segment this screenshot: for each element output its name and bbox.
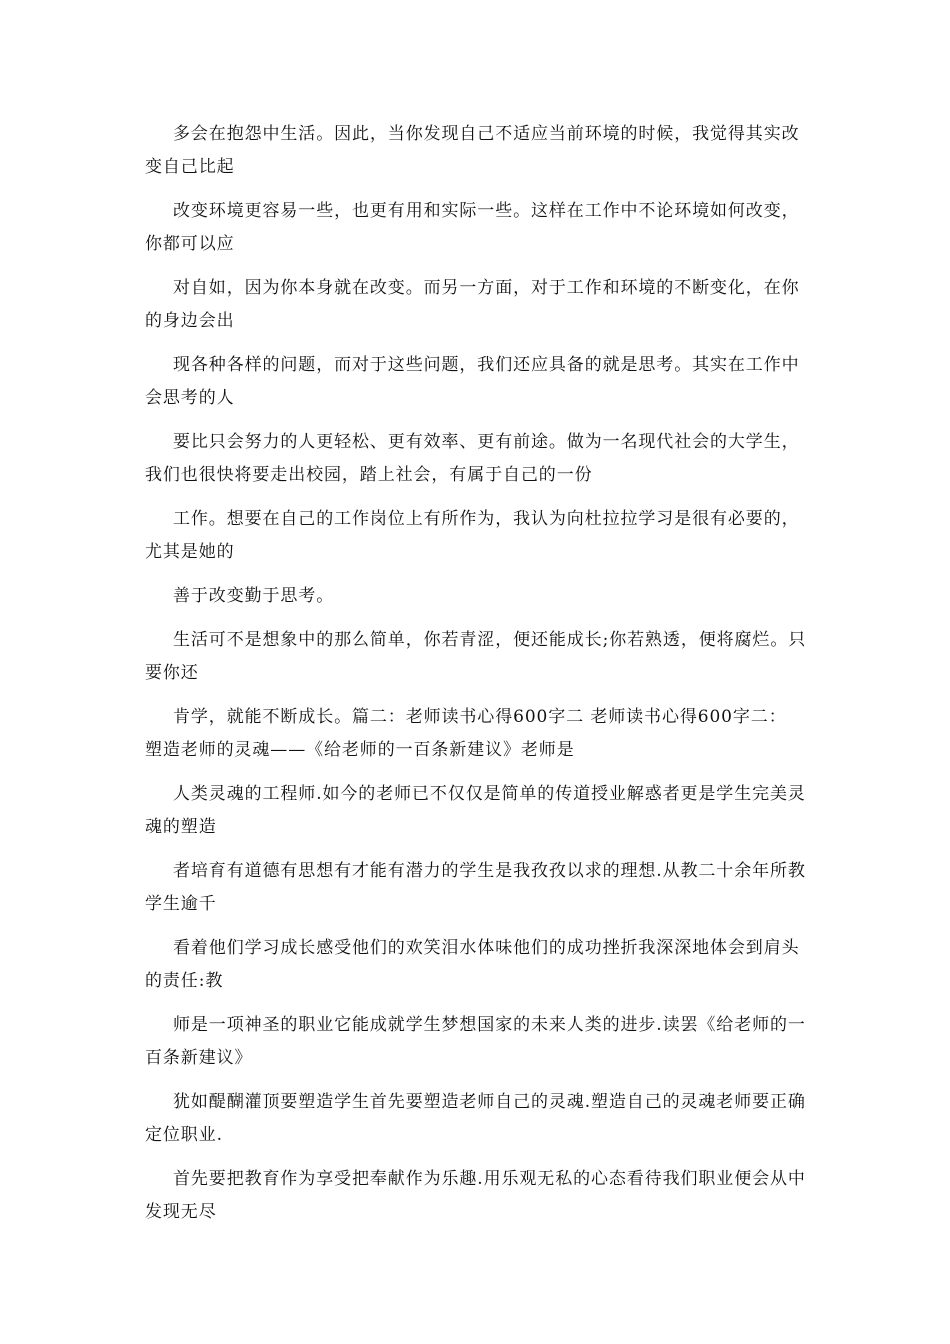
- paragraph: 要比只会努力的人更轻松、更有效率、更有前途。做为一名现代社会的大学生，我们也很快将要走出校园，踏上社会，有属于自己的一份: [145, 432, 800, 485]
- paragraph: 犹如醍醐灌顶要塑造学生首先要塑造老师自己的灵魂.塑造自己的灵魂老师要正确定位职业.: [145, 1092, 806, 1145]
- paragraph: 生活可不是想象中的那么简单，你若青涩，便还能成长;你若熟透，便将腐烂。只要你还: [145, 630, 807, 683]
- paragraph: 改变环境更容易一些，也更有用和实际一些。这样在工作中不论环境如何改变，你都可以应: [145, 201, 800, 254]
- paragraph: 善于改变勤于思考。: [173, 586, 335, 606]
- paragraph: 现各种各样的问题，而对于这些问题，我们还应具备的就是思考。其实在工作中会思考的人: [145, 355, 800, 408]
- document-body: [145, 118, 810, 1240]
- paragraph: 看着他们学习成长感受他们的欢笑泪水体味他们的成功挫折我深深地体会到肩头的责任:教: [145, 938, 800, 991]
- paragraph: 工作。想要在自己的工作岗位上有所作为，我认为向杜拉拉学习是很有必要的，尤其是她的: [145, 509, 800, 562]
- paragraph: 师是一项神圣的职业它能成就学生梦想国家的未来人类的进步.读罢《给老师的一百条新建议》: [145, 1015, 806, 1068]
- paragraph: 肯学，就能不断成长。篇二：老师读书心得600字二 老师读书心得600字二： 塑造老师的灵魂——《给老师的一百条新建议》老师是: [145, 707, 787, 760]
- paragraph: 多会在抱怨中生活。因此，当你发现自己不适应当前环境的时候，我觉得其实改变自己比起: [145, 124, 800, 177]
- paragraph: 对自如，因为你本身就在改变。而另一方面，对于工作和环境的不断变化，在你的身边会出: [145, 278, 800, 331]
- paragraph: 者培育有道德有思想有才能有潜力的学生是我孜孜以求的理想.从教二十余年所教学生逾千: [145, 861, 806, 914]
- paragraph: 人类灵魂的工程师.如今的老师已不仅仅是简单的传道授业解惑者更是学生完美灵魂的塑造: [145, 784, 806, 837]
- paragraph: 首先要把教育作为享受把奉献作为乐趣.用乐观无私的心态看待我们职业便会从中发现无尽: [145, 1169, 806, 1222]
